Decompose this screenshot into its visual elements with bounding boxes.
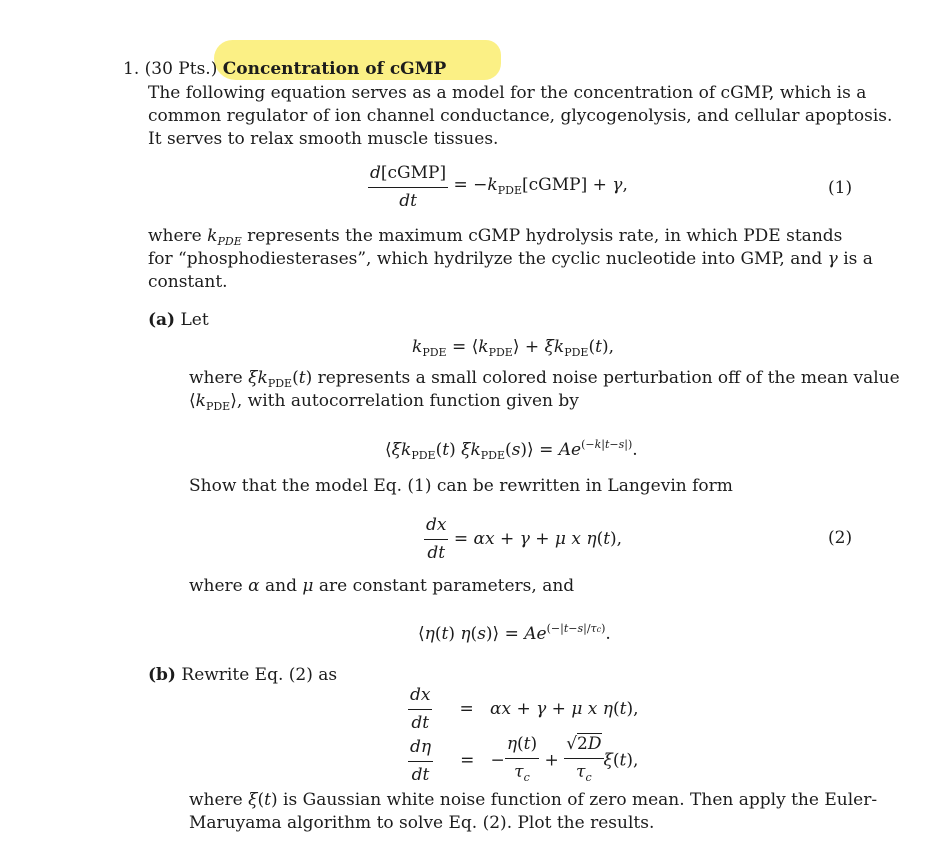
part-a-label: (a) [148, 310, 176, 330]
part-a-header [148, 309, 209, 332]
part-a-where-line-1: where $\xi k_{PDE}(t)$ represents a small colored noise perturbation off of the mean value [189, 368, 900, 390]
part-a-where-line-2: $⟨k_{PDE}⟩$, with autocorrelation function given by [189, 391, 579, 413]
equation-1-number: (1) [828, 178, 853, 198]
intro-line-2: common regulator of ion channel conductance, glycogenolysis, and cellular apoptosis. [148, 106, 893, 126]
where-line-3: constant. [148, 272, 228, 292]
part-b-header [148, 664, 337, 687]
equation-system-line-2: $\frac{d\eta}{dt}$ = − $\frac{\eta(t)}{\tau_c}$ + $\frac{√2D}{\tau_c}$ ξ(t), [410, 734, 639, 785]
where-line-2: for “phosphodiesterases”, which hydrilyze the cyclic nucleotide into GMP, and γ is a [148, 249, 873, 269]
intro-line-1: The following equation serves as a model for the concentration of cGMP, which is a [148, 83, 867, 103]
problem-title: Concentration of cGMP [222, 59, 447, 79]
equation-2: $\frac{dx}{dt}$ = αx + γ + μ x η(t), [426, 515, 623, 563]
problem-number: 1. [123, 59, 140, 79]
part-a-show-line: Show that the model Eq. (1) can be rewritten in Langevin form [189, 476, 733, 496]
problem-header [123, 58, 446, 81]
problem-points: (30 Pts.) [144, 59, 218, 79]
part-b-final-line-2: Maruyama algorithm to solve Eq. (2). Plot the results. [189, 813, 655, 833]
equation-kpde-decomposition: $k_{PDE}$ = $⟨k_{PDE}⟩ + \xi k_{PDE}(t)$, [412, 337, 614, 359]
equation-1: $\frac{\text{d[cGMP]}}{dt}$ = $-k_{PDE}[cGMP] + \gamma$, [370, 163, 628, 211]
equation-autocorrelation-eta: ⟨η(t) η(s)⟩ = $Ae^{(-|t-s|/\tau c)}$. [418, 622, 611, 644]
equation-autocorrelation-k: $⟨\xi k_{PDE}(t)$ $\xi k_{PDE}(s)⟩ = Ae^{(-k|t-s|)}$. [385, 438, 638, 462]
equation-2-number: (2) [828, 528, 853, 548]
part-b-label: (b) [148, 665, 176, 685]
intro-line-3: It serves to relax smooth muscle tissues. [148, 129, 499, 149]
part-a-lead: Let [180, 310, 209, 330]
equation-system-line-1: $\frac{dx}{dt}$ = αx + γ + μ x η(t), [410, 685, 639, 733]
where-line-1: where $k_{PDE}$ represents the maximum cGMP hydrolysis rate, in which PDE stands [148, 226, 843, 248]
part-b-lead: Rewrite Eq. (2) as [181, 665, 338, 685]
part-b-final-line-1: where ξ(t) is Gaussian white noise function of zero mean. Then apply the Euler- [189, 790, 878, 810]
part-a-params-line: where α and μ are constant parameters, and [189, 576, 575, 596]
